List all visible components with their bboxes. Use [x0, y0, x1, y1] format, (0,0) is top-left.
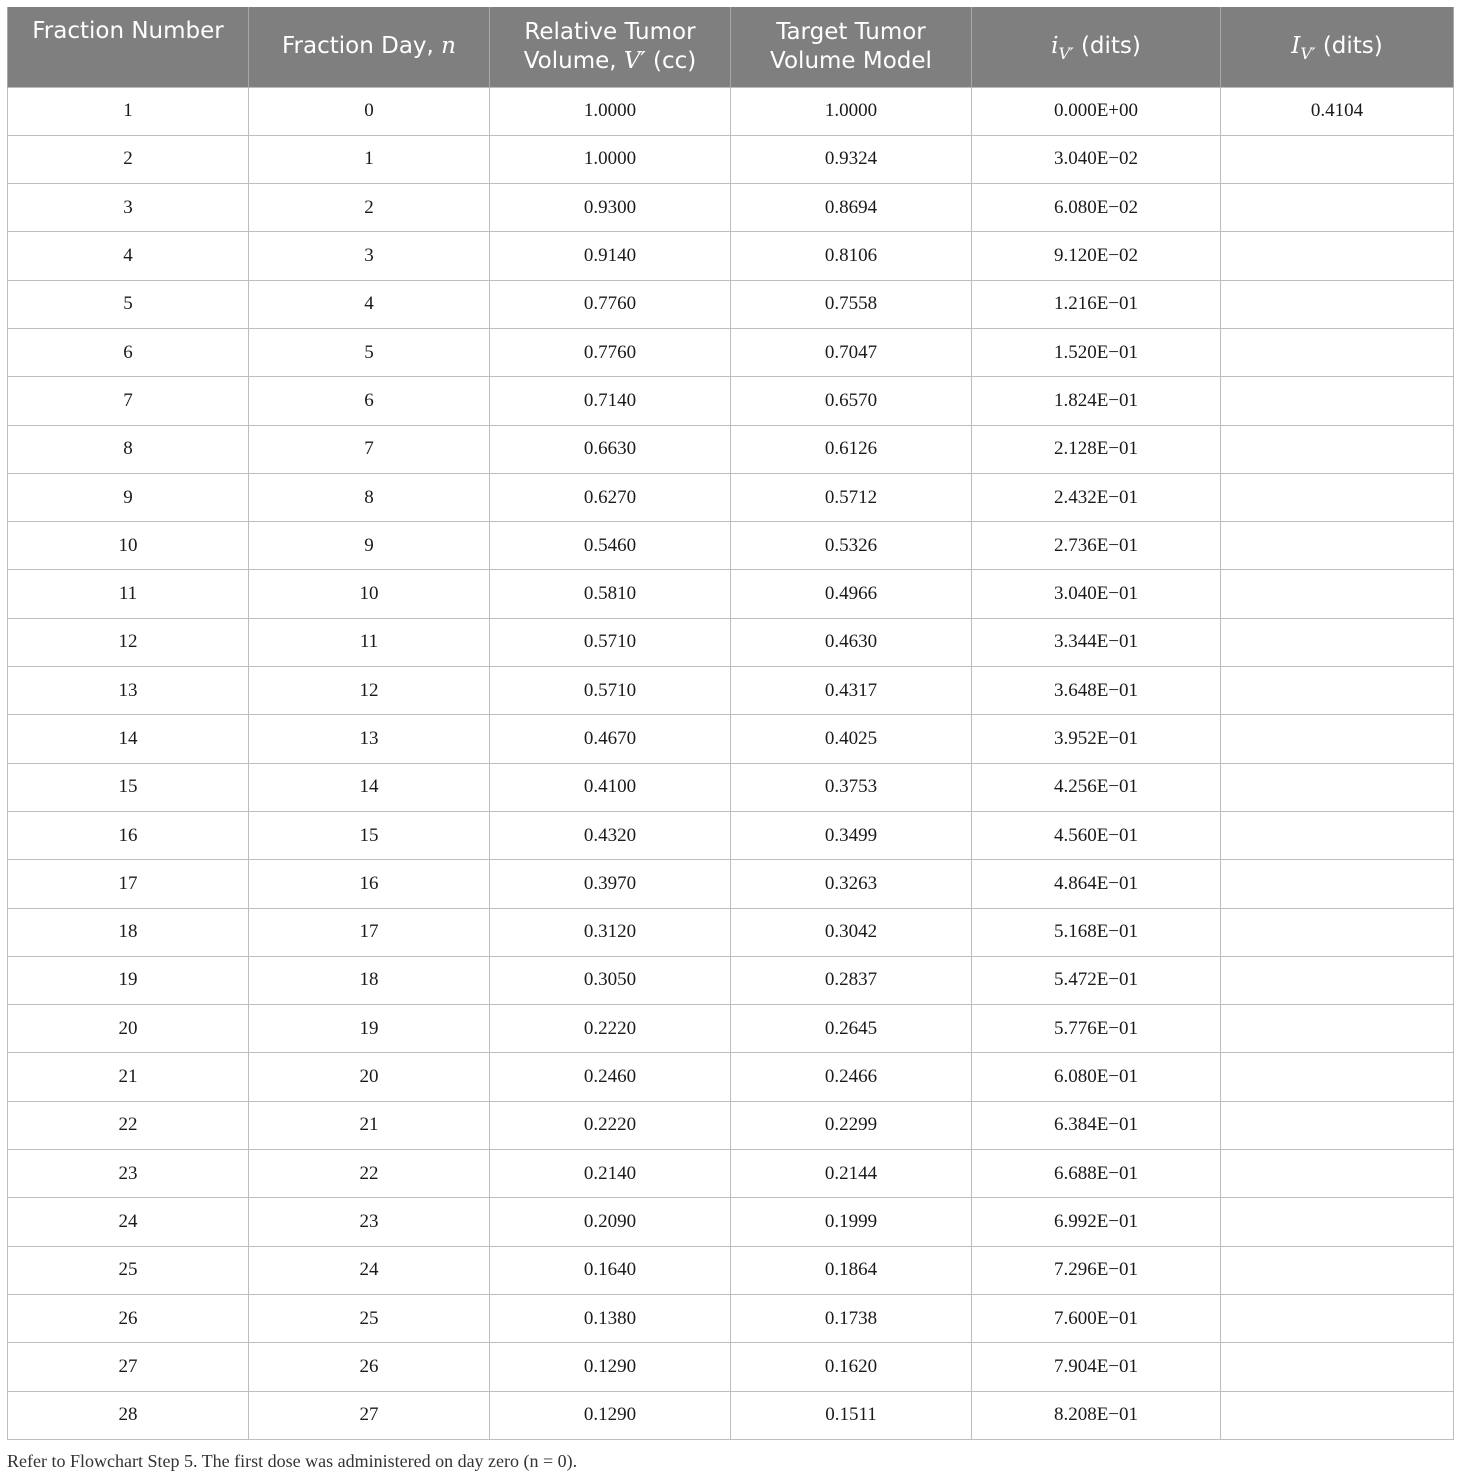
table-row	[8, 1053, 1454, 1101]
cell-target-volume: 0.8106	[731, 232, 972, 280]
cell-fraction-day: 10	[249, 570, 490, 618]
header-relative-volume	[490, 7, 731, 87]
cell-target-volume: 0.6126	[731, 425, 972, 473]
cell-fraction-day: 23	[249, 1198, 490, 1246]
table-body	[8, 87, 1454, 1439]
cell-fraction-number: 26	[8, 1294, 249, 1342]
cell-I-dits	[1221, 1294, 1454, 1342]
cell-I-dits	[1221, 1053, 1454, 1101]
cell-fraction-number: 20	[8, 1005, 249, 1053]
cell-fraction-day: 11	[249, 618, 490, 666]
cell-fraction-number: 19	[8, 956, 249, 1004]
cell-i-dits: 7.600E−01	[972, 1294, 1221, 1342]
header-relative-volume-line2: Volume,	[523, 47, 624, 74]
cell-i-dits: 4.864E−01	[972, 860, 1221, 908]
cell-I-dits	[1221, 280, 1454, 328]
cell-relative-volume: 0.6630	[490, 425, 731, 473]
cell-fraction-number: 11	[8, 570, 249, 618]
cell-target-volume: 0.8694	[731, 184, 972, 232]
cell-fraction-day: 6	[249, 377, 490, 425]
cell-fraction-number: 5	[8, 280, 249, 328]
cell-fraction-day: 15	[249, 811, 490, 859]
cell-target-volume: 0.3753	[731, 763, 972, 811]
cell-target-volume: 0.2144	[731, 1150, 972, 1198]
cell-i-dits: 9.120E−02	[972, 232, 1221, 280]
table-row	[8, 618, 1454, 666]
table-row	[8, 377, 1454, 425]
table-row	[8, 956, 1454, 1004]
cell-relative-volume: 0.2220	[490, 1005, 731, 1053]
cell-relative-volume: 0.7760	[490, 328, 731, 376]
cell-i-dits: 4.560E−01	[972, 811, 1221, 859]
cell-relative-volume: 0.2220	[490, 1101, 731, 1149]
table-row	[8, 135, 1454, 183]
cell-relative-volume: 0.1290	[490, 1343, 731, 1391]
table-row	[8, 811, 1454, 859]
cell-target-volume: 0.9324	[731, 135, 972, 183]
table-row	[8, 280, 1454, 328]
cell-fraction-number: 21	[8, 1053, 249, 1101]
cell-i-dits: 7.904E−01	[972, 1343, 1221, 1391]
cell-fraction-day: 14	[249, 763, 490, 811]
cell-fraction-day: 2	[249, 184, 490, 232]
cell-fraction-number: 27	[8, 1343, 249, 1391]
cell-relative-volume: 0.5710	[490, 618, 731, 666]
header-target-volume	[731, 7, 972, 87]
cell-fraction-number: 1	[8, 87, 249, 135]
cell-fraction-number: 3	[8, 184, 249, 232]
cell-i-dits: 1.216E−01	[972, 280, 1221, 328]
cell-relative-volume: 0.1640	[490, 1246, 731, 1294]
cell-target-volume: 0.1620	[731, 1343, 972, 1391]
cell-i-dits: 2.432E−01	[972, 473, 1221, 521]
table-row	[8, 1005, 1454, 1053]
header-fraction-number	[8, 7, 249, 87]
cell-target-volume: 0.3042	[731, 908, 972, 956]
cell-fraction-day: 16	[249, 860, 490, 908]
cell-i-dits: 8.208E−01	[972, 1391, 1221, 1439]
cell-target-volume: 0.4966	[731, 570, 972, 618]
cell-fraction-day: 0	[249, 87, 490, 135]
fraction-table	[7, 7, 1454, 1440]
cell-I-dits	[1221, 956, 1454, 1004]
table-row	[8, 328, 1454, 376]
cell-fraction-day: 17	[249, 908, 490, 956]
table-row	[8, 1150, 1454, 1198]
cell-I-dits	[1221, 860, 1454, 908]
cell-relative-volume: 0.1290	[490, 1391, 731, 1439]
header-relative-volume-unit: (cc)	[645, 47, 697, 74]
cell-i-dits: 6.688E−01	[972, 1150, 1221, 1198]
cell-I-dits	[1221, 328, 1454, 376]
cell-i-dits: 4.256E−01	[972, 763, 1221, 811]
cell-target-volume: 0.4630	[731, 618, 972, 666]
cell-relative-volume: 0.1380	[490, 1294, 731, 1342]
cell-I-dits	[1221, 473, 1454, 521]
cell-I-dits	[1221, 522, 1454, 570]
table-row	[8, 570, 1454, 618]
cell-fraction-number: 17	[8, 860, 249, 908]
header-row	[8, 7, 1454, 87]
cell-I-dits	[1221, 135, 1454, 183]
cell-fraction-day: 24	[249, 1246, 490, 1294]
cell-relative-volume: 0.2090	[490, 1198, 731, 1246]
cell-I-dits	[1221, 811, 1454, 859]
cell-target-volume: 0.6570	[731, 377, 972, 425]
table-row	[8, 715, 1454, 763]
cell-fraction-day: 18	[249, 956, 490, 1004]
cell-relative-volume: 0.4320	[490, 811, 731, 859]
cell-fraction-number: 23	[8, 1150, 249, 1198]
cell-target-volume: 0.1738	[731, 1294, 972, 1342]
cell-i-dits: 6.992E−01	[972, 1198, 1221, 1246]
cell-relative-volume: 0.9140	[490, 232, 731, 280]
cell-fraction-number: 28	[8, 1391, 249, 1439]
cell-i-dits: 2.736E−01	[972, 522, 1221, 570]
header-fraction-day-symbol: n	[441, 33, 456, 60]
cell-target-volume: 0.5712	[731, 473, 972, 521]
header-fraction-day	[249, 7, 490, 87]
cell-target-volume: 0.7047	[731, 328, 972, 376]
cell-I-dits	[1221, 763, 1454, 811]
data-table-container	[7, 7, 1453, 1440]
header-target-volume-line1: Target Tumor	[776, 18, 926, 45]
cell-i-dits: 7.296E−01	[972, 1246, 1221, 1294]
cell-fraction-number: 25	[8, 1246, 249, 1294]
cell-relative-volume: 1.0000	[490, 135, 731, 183]
cell-i-dits: 3.648E−01	[972, 667, 1221, 715]
cell-I-dits	[1221, 570, 1454, 618]
cell-target-volume: 0.7558	[731, 280, 972, 328]
cell-i-dits: 6.080E−01	[972, 1053, 1221, 1101]
cell-I-dits	[1221, 1198, 1454, 1246]
table-footnote: Refer to Flowchart Step 5. The first dose was administered on day zero (n = 0).	[7, 1451, 578, 1471]
cell-target-volume: 0.1864	[731, 1246, 972, 1294]
cell-fraction-number: 8	[8, 425, 249, 473]
cell-i-dits: 5.472E−01	[972, 956, 1221, 1004]
cell-target-volume: 0.3263	[731, 860, 972, 908]
cell-I-dits: 0.4104	[1221, 87, 1454, 135]
cell-I-dits	[1221, 377, 1454, 425]
cell-fraction-number: 15	[8, 763, 249, 811]
table-row	[8, 1343, 1454, 1391]
cell-relative-volume: 0.5710	[490, 667, 731, 715]
header-i-dits	[972, 7, 1221, 87]
header-target-volume-line2: Volume Model	[770, 47, 932, 74]
cell-I-dits	[1221, 425, 1454, 473]
cell-relative-volume: 0.5460	[490, 522, 731, 570]
cell-fraction-number: 12	[8, 618, 249, 666]
cell-fraction-day: 19	[249, 1005, 490, 1053]
table-row	[8, 1246, 1454, 1294]
cell-target-volume: 0.2299	[731, 1101, 972, 1149]
table-row	[8, 667, 1454, 715]
table-row	[8, 522, 1454, 570]
cell-relative-volume: 0.4100	[490, 763, 731, 811]
cell-fraction-day: 13	[249, 715, 490, 763]
cell-fraction-number: 22	[8, 1101, 249, 1149]
cell-target-volume: 0.2645	[731, 1005, 972, 1053]
cell-target-volume: 0.3499	[731, 811, 972, 859]
cell-relative-volume: 0.9300	[490, 184, 731, 232]
cell-fraction-day: 8	[249, 473, 490, 521]
cell-relative-volume: 1.0000	[490, 87, 731, 135]
cell-i-dits: 3.040E−02	[972, 135, 1221, 183]
header-i-subscript: V′	[1058, 43, 1074, 63]
cell-fraction-number: 2	[8, 135, 249, 183]
cell-target-volume: 0.1511	[731, 1391, 972, 1439]
table-row	[8, 763, 1454, 811]
cell-fraction-day: 27	[249, 1391, 490, 1439]
table-row	[8, 232, 1454, 280]
cell-fraction-day: 1	[249, 135, 490, 183]
cell-target-volume: 0.4025	[731, 715, 972, 763]
cell-i-dits: 6.080E−02	[972, 184, 1221, 232]
cell-I-dits	[1221, 1101, 1454, 1149]
cell-relative-volume: 0.4670	[490, 715, 731, 763]
header-fraction-number-label: Fraction Number	[32, 18, 224, 44]
cell-fraction-day: 26	[249, 1343, 490, 1391]
cell-fraction-day: 25	[249, 1294, 490, 1342]
cell-target-volume: 0.5326	[731, 522, 972, 570]
cell-fraction-number: 24	[8, 1198, 249, 1246]
cell-relative-volume: 0.3970	[490, 860, 731, 908]
header-I-unit: (dits)	[1315, 32, 1383, 59]
cell-I-dits	[1221, 1150, 1454, 1198]
cell-i-dits: 5.168E−01	[972, 908, 1221, 956]
cell-fraction-day: 7	[249, 425, 490, 473]
cell-i-dits: 3.952E−01	[972, 715, 1221, 763]
cell-fraction-number: 13	[8, 667, 249, 715]
cell-target-volume: 0.4317	[731, 667, 972, 715]
cell-i-dits: 2.128E−01	[972, 425, 1221, 473]
cell-relative-volume: 0.2140	[490, 1150, 731, 1198]
cell-fraction-day: 12	[249, 667, 490, 715]
cell-fraction-day: 5	[249, 328, 490, 376]
cell-fraction-number: 4	[8, 232, 249, 280]
cell-fraction-number: 7	[8, 377, 249, 425]
cell-I-dits	[1221, 667, 1454, 715]
header-I-dits	[1221, 7, 1454, 87]
header-relative-volume-line1: Relative Tumor	[524, 18, 696, 45]
table-row	[8, 1101, 1454, 1149]
cell-fraction-day: 22	[249, 1150, 490, 1198]
cell-relative-volume: 0.2460	[490, 1053, 731, 1101]
cell-fraction-number: 10	[8, 522, 249, 570]
table-row	[8, 473, 1454, 521]
cell-fraction-number: 9	[8, 473, 249, 521]
table-row	[8, 908, 1454, 956]
cell-I-dits	[1221, 184, 1454, 232]
cell-i-dits: 3.040E−01	[972, 570, 1221, 618]
cell-i-dits: 3.344E−01	[972, 618, 1221, 666]
cell-I-dits	[1221, 1343, 1454, 1391]
cell-relative-volume: 0.7140	[490, 377, 731, 425]
cell-relative-volume: 0.3120	[490, 908, 731, 956]
cell-fraction-day: 4	[249, 280, 490, 328]
cell-fraction-day: 20	[249, 1053, 490, 1101]
table-row	[8, 184, 1454, 232]
cell-I-dits	[1221, 1391, 1454, 1439]
cell-I-dits	[1221, 232, 1454, 280]
header-i-unit: (dits)	[1073, 32, 1141, 59]
cell-fraction-day: 3	[249, 232, 490, 280]
cell-fraction-day: 9	[249, 522, 490, 570]
cell-fraction-number: 6	[8, 328, 249, 376]
cell-target-volume: 0.2466	[731, 1053, 972, 1101]
table-row	[8, 860, 1454, 908]
table-row	[8, 87, 1454, 135]
header-fraction-day-label: Fraction Day,	[282, 33, 442, 60]
table-row	[8, 1391, 1454, 1439]
cell-fraction-day: 21	[249, 1101, 490, 1149]
cell-I-dits	[1221, 1005, 1454, 1053]
cell-target-volume: 0.2837	[731, 956, 972, 1004]
header-relative-volume-symbol: V′	[623, 47, 646, 74]
cell-i-dits: 5.776E−01	[972, 1005, 1221, 1053]
header-I-subscript: V′	[1300, 43, 1316, 63]
cell-i-dits: 6.384E−01	[972, 1101, 1221, 1149]
cell-target-volume: 0.1999	[731, 1198, 972, 1246]
cell-I-dits	[1221, 618, 1454, 666]
cell-i-dits: 1.824E−01	[972, 377, 1221, 425]
cell-fraction-number: 18	[8, 908, 249, 956]
cell-fraction-number: 16	[8, 811, 249, 859]
cell-i-dits: 0.000E+00	[972, 87, 1221, 135]
cell-I-dits	[1221, 1246, 1454, 1294]
header-i-symbol: i	[1051, 32, 1059, 59]
cell-relative-volume: 0.3050	[490, 956, 731, 1004]
cell-relative-volume: 0.7760	[490, 280, 731, 328]
cell-fraction-number: 14	[8, 715, 249, 763]
cell-I-dits	[1221, 908, 1454, 956]
cell-relative-volume: 0.5810	[490, 570, 731, 618]
table-row	[8, 1198, 1454, 1246]
header-I-symbol: I	[1291, 32, 1301, 59]
table-row	[8, 425, 1454, 473]
table-row	[8, 1294, 1454, 1342]
cell-i-dits: 1.520E−01	[972, 328, 1221, 376]
cell-relative-volume: 0.6270	[490, 473, 731, 521]
cell-target-volume: 1.0000	[731, 87, 972, 135]
cell-I-dits	[1221, 715, 1454, 763]
table-header	[8, 7, 1454, 87]
